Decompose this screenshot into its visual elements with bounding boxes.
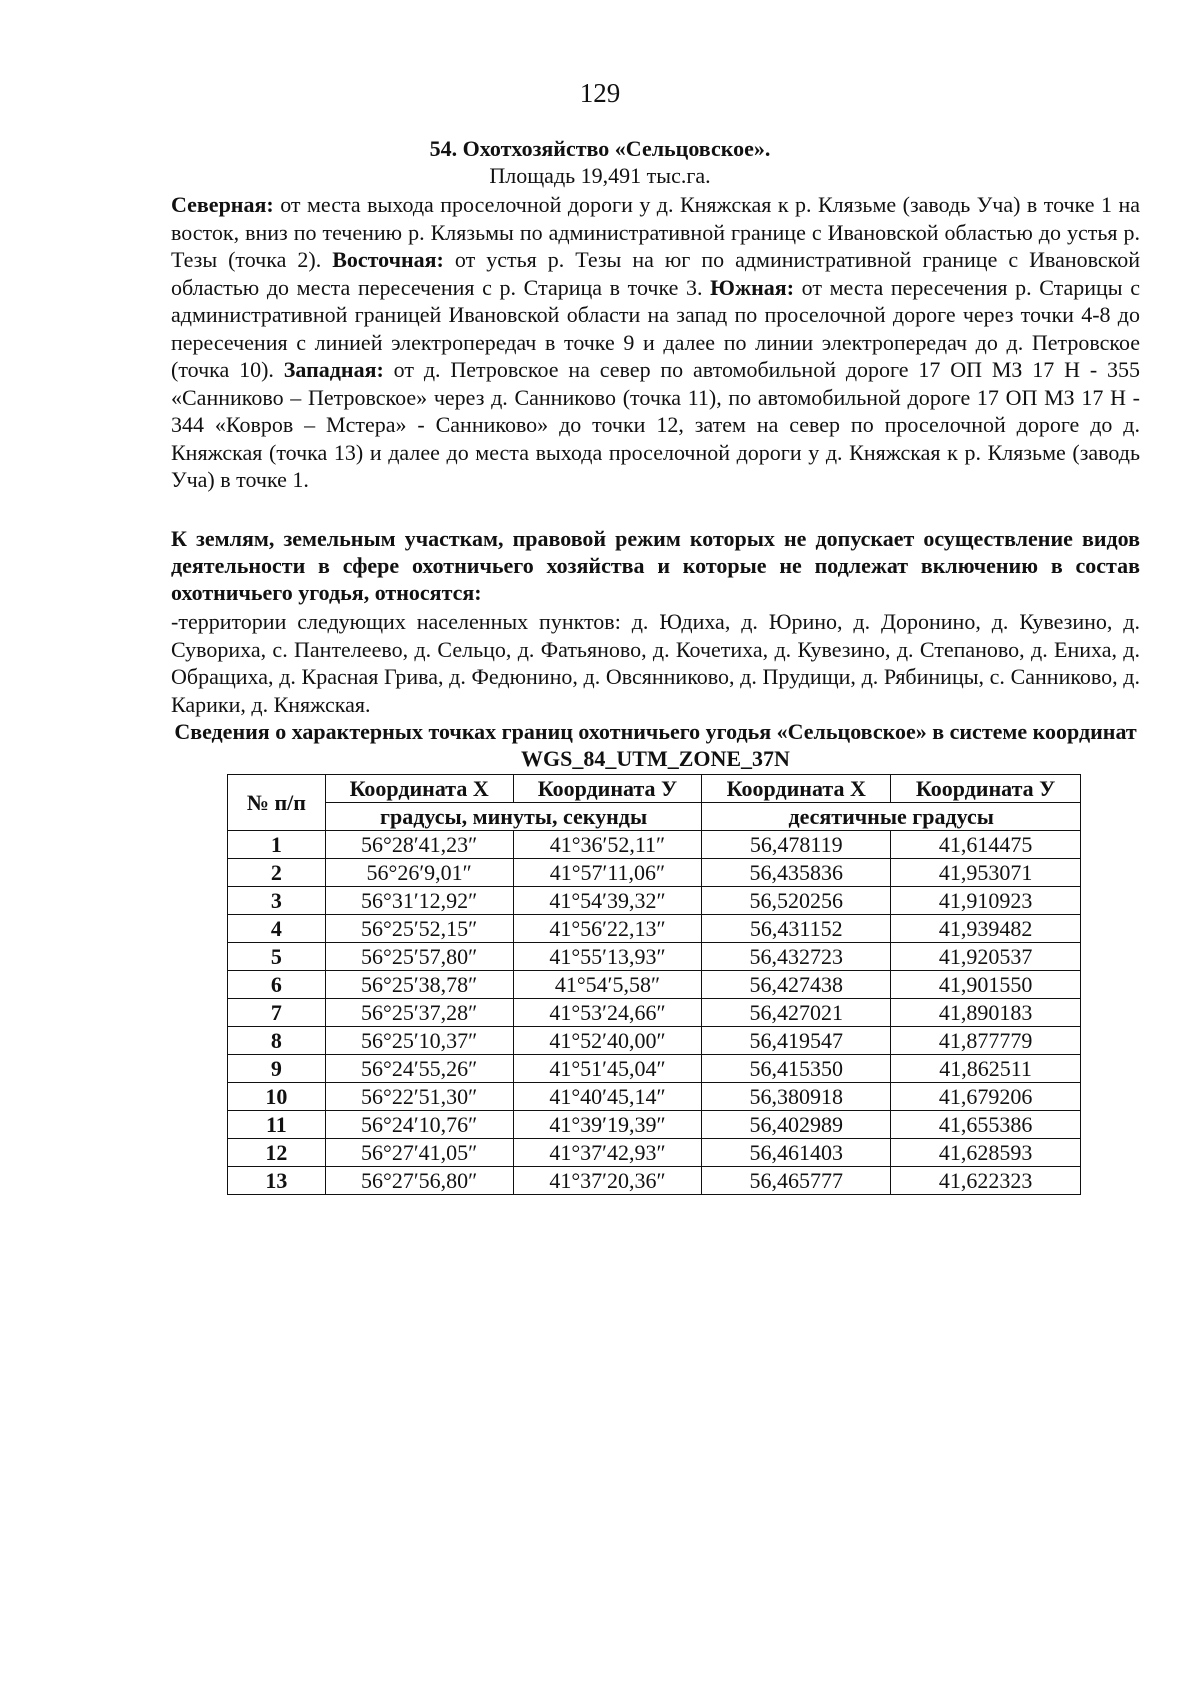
point-x-dms: 56°25′52,15″ [325,915,513,943]
point-x-dec: 56,402989 [702,1111,891,1139]
point-x-dms: 56°24′10,76″ [325,1111,513,1139]
header-coord-x-dec: Координата X [702,775,891,803]
point-x-dec: 56,431152 [702,915,891,943]
point-y-dec: 41,877779 [891,1027,1081,1055]
point-number: 3 [228,887,326,915]
page-number: 129 [579,78,621,108]
section-heading: 54. Охотхозяйство «Сельцовское». [429,136,771,161]
table-row [228,859,1081,887]
point-x-dec: 56,435836 [702,859,891,887]
table-row [228,1139,1081,1167]
point-y-dms: 41°55′13,93″ [513,943,702,971]
restrictions-text: -территории следующих населенных пунктов: д. Юдиха, д. Юрино, д. Доронино, д. Кувезино, д. Сувориха, с. Пантелеево, д. Сельцо, д. Фатьяново, д. Кочетиха, д. Кувезино, д. Степаново, д. Ениха, д. Обращиха, д. Красная Грива, д. Федюнино, д. Овсянниково, д. Прудищи, д. Рябиницы, с. Санниково, д. Карики, д. Княжская. [171,609,1140,717]
point-y-dms: 41°39′19,39″ [513,1111,702,1139]
point-x-dms: 56°25′37,28″ [325,999,513,1027]
north-text: от места выхода проселочной дороги у д. Княжская к р. Клязьме (заводь Уча) в точке 1 на восток, вниз по течению р. Клязьмы по административной границе с Ивановской областью до устья р. Тезы (точка 2). [171,192,1140,272]
point-x-dec: 56,427438 [702,971,891,999]
point-number: 13 [228,1167,326,1195]
east-text: от устья р. Тезы на юг по административной границе с Ивановской областью до места пересечения с р. Старица в точке 3. [171,247,1140,300]
point-x-dec: 56,520256 [702,887,891,915]
table-row [228,831,1081,859]
point-y-dec: 41,614475 [891,831,1081,859]
south-label: Южная: [710,274,795,300]
point-number: 1 [228,831,326,859]
area-line: Площадь 19,491 тыс.га. [489,163,711,188]
west-text: от д. Петровское на север по автомобильной дороге 17 ОП МЗ 17 Н - 355 «Санниково – Петровское» через д. Санниково (точка 11), по автомобильной дороге 17 ОП МЗ 17 Н - 344 «Ковров – Мстера» - Санниково» до точки 12, затем на север по проселочной дороге до д. Княжская (точка 13) и далее до места выхода проселочной дороги у д. Княжская к р. Клязьме (заводь Уча) в точке 1. [171,357,1140,492]
point-x-dec: 56,427021 [702,999,891,1027]
table-row [228,943,1081,971]
subheader-dms: градусы, минуты, секунды [325,803,702,831]
point-number: 2 [228,859,326,887]
point-y-dms: 41°57′11,06″ [513,859,702,887]
header-coord-y-dec: Координата У [891,775,1081,803]
point-x-dec: 56,415350 [702,1055,891,1083]
table-body [228,831,1081,1195]
point-number: 10 [228,1083,326,1111]
point-y-dec: 41,622323 [891,1167,1081,1195]
point-y-dec: 41,890183 [891,999,1081,1027]
table-row [228,1111,1081,1139]
point-y-dms: 41°56′22,13″ [513,915,702,943]
point-y-dec: 41,920537 [891,943,1081,971]
point-y-dms: 41°36′52,11″ [513,831,702,859]
subheader-decimal: десятичные градусы [702,803,1081,831]
point-y-dms: 41°52′40,00″ [513,1027,702,1055]
table-row [228,999,1081,1027]
table-subheader-row [228,803,1081,831]
point-y-dms: 41°53′24,66″ [513,999,702,1027]
point-x-dms: 56°25′57,80″ [325,943,513,971]
point-number: 11 [228,1111,326,1139]
header-coord-x-dms: Координата X [325,775,513,803]
coordinates-table [227,774,1081,1195]
table-row [228,1027,1081,1055]
boundary-paragraph [171,191,1140,494]
restrictions-title: К землям, земельным участкам, правовой режим которых не допускает осуществление видов деятельности в сфере охотничьего хозяйства и которые не подлежат включению в состав охотничьего угодья, относятся: [171,526,1140,605]
point-number: 5 [228,943,326,971]
table-row [228,915,1081,943]
point-x-dec: 56,478119 [702,831,891,859]
table-caption: Сведения о характерных точках границ охотничьего угодья «Сельцовское» в системе координат WGS_84_UTM_ZONE_37N [174,719,1137,771]
point-y-dec: 41,628593 [891,1139,1081,1167]
point-y-dec: 41,910923 [891,887,1081,915]
point-x-dec: 56,432723 [702,943,891,971]
table-row [228,1083,1081,1111]
point-x-dms: 56°25′38,78″ [325,971,513,999]
point-number: 7 [228,999,326,1027]
header-number: № п/п [228,775,326,831]
table-header-row [228,775,1081,803]
point-y-dms: 41°54′39,32″ [513,887,702,915]
south-text: от места пересечения р. Старицы с административной границей Ивановской области на запад по проселочной дороге через точки 4-8 до пересечения с линией электропередач в точке 9 и далее по линии электропередач до д. Петровское (точка 10). [171,274,1140,382]
point-x-dms: 56°27′41,05″ [325,1139,513,1167]
point-y-dms: 41°54′5,58″ [513,971,702,999]
point-y-dms: 41°37′42,93″ [513,1139,702,1167]
header-coord-y-dms: Координата У [513,775,702,803]
table-row [228,1055,1081,1083]
point-x-dms: 56°22′51,30″ [325,1083,513,1111]
point-x-dms: 56°31′12,92″ [325,887,513,915]
point-y-dms: 41°40′45,14″ [513,1083,702,1111]
point-y-dec: 41,901550 [891,971,1081,999]
table-row [228,1167,1081,1195]
point-y-dec: 41,953071 [891,859,1081,887]
point-x-dec: 56,380918 [702,1083,891,1111]
point-number: 12 [228,1139,326,1167]
north-label: Северная: [171,192,274,217]
point-x-dec: 56,461403 [702,1139,891,1167]
point-x-dms: 56°27′56,80″ [325,1167,513,1195]
point-x-dec: 56,419547 [702,1027,891,1055]
point-number: 8 [228,1027,326,1055]
point-y-dec: 41,655386 [891,1111,1081,1139]
point-y-dec: 41,939482 [891,915,1081,943]
boundary-description [171,191,1140,494]
table-row [228,971,1081,999]
point-x-dms: 56°25′10,37″ [325,1027,513,1055]
point-x-dms: 56°28′41,23″ [325,831,513,859]
point-x-dms: 56°24′55,26″ [325,1055,513,1083]
point-y-dms: 41°51′45,04″ [513,1055,702,1083]
point-y-dec: 41,862511 [891,1055,1081,1083]
point-number: 9 [228,1055,326,1083]
point-number: 6 [228,971,326,999]
point-number: 4 [228,915,326,943]
table-row [228,887,1081,915]
point-y-dec: 41,679206 [891,1083,1081,1111]
point-x-dms: 56°26′9,01″ [325,859,513,887]
west-label: Западная: [283,357,384,382]
point-y-dms: 41°37′20,36″ [513,1167,702,1195]
east-label: Восточная: [332,247,444,272]
point-x-dec: 56,465777 [702,1167,891,1195]
